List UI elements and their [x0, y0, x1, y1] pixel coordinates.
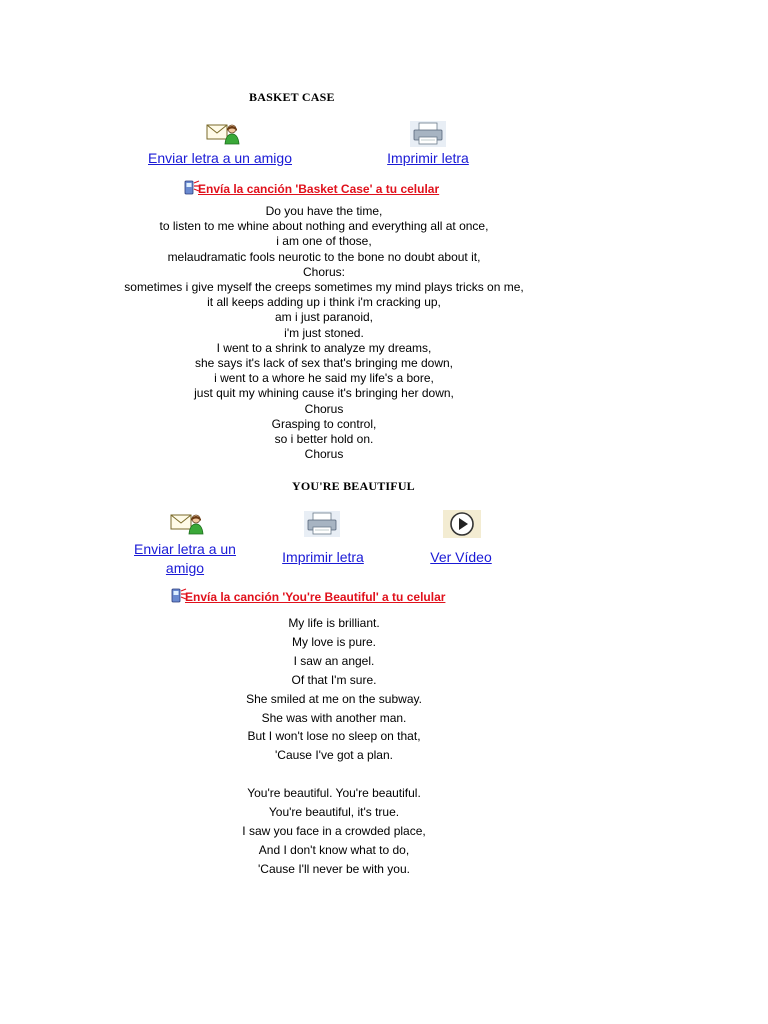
send-to-friend-link-1[interactable]: Enviar letra a un amigo [148, 150, 292, 166]
lyric-line: i went to a whore he said my life's a bore, [214, 371, 434, 386]
envelope-person-icon[interactable] [206, 121, 240, 145]
send-to-mobile-link-1[interactable]: Envía la canción 'Basket Case' a tu celular [198, 182, 440, 196]
lyric-line: You're beautiful. You're beautiful. [247, 786, 421, 801]
lyric-line: Chorus: [302, 264, 346, 279]
lyric-line: My life is brilliant. [288, 616, 380, 630]
lyric-line: sometimes i give myself the creeps sometimes my mind plays tricks on me, [124, 280, 524, 295]
lyric-line: Of that I'm sure. [291, 672, 377, 687]
lyric-line: I saw you face in a crowded place, [242, 823, 426, 838]
lyric-line: to listen to me whine about nothing and everything all at once, [159, 219, 489, 234]
lyric-line: Chorus [304, 401, 344, 416]
song-title-youre-beautiful: YOU'RE BEAUTIFUL [292, 479, 415, 493]
lyric-line: just quit my whining cause it's bringing her down, [194, 386, 454, 401]
print-lyrics-link-2[interactable]: Imprimir letra [282, 549, 364, 565]
lyric-line [174, 765, 494, 784]
song-title-basket-case: BASKET CASE [249, 90, 335, 104]
lyric-line: 'Cause I'll never be with you. [258, 861, 410, 876]
print-lyrics-link-1[interactable]: Imprimir letra [387, 150, 469, 166]
lyric-line: Do you have the time, [265, 204, 383, 218]
lyric-line: melaudramatic fools neurotic to the bone no doubt about it, [167, 249, 481, 264]
lyric-line: she says it's lack of sex that's bringing me down, [194, 356, 454, 371]
envelope-person-icon[interactable] [170, 511, 204, 535]
lyric-line: Chorus [304, 447, 344, 462]
lyric-line: I went to a shrink to analyze my dreams, [216, 340, 432, 355]
lyric-line: I saw an angel. [293, 653, 375, 668]
send-to-mobile-link-2[interactable]: Envía la canción 'You're Beautiful' a tu celular [185, 590, 446, 604]
lyric-line: She smiled at me on the subway. [246, 691, 422, 706]
lyrics-basket-case [100, 204, 548, 462]
lyric-line: so i better hold on. [274, 432, 374, 447]
watch-video-link[interactable]: Ver Vídeo [430, 549, 492, 565]
lyric-line: My love is pure. [291, 634, 377, 649]
send-to-friend-link-2[interactable]: Enviar letra a un amigo [134, 541, 236, 576]
lyrics-youre-beautiful [174, 614, 494, 879]
lyric-line: i'm just stoned. [284, 325, 364, 340]
lyric-line: am i just paranoid, [274, 310, 374, 325]
printer-icon[interactable] [410, 121, 446, 147]
lyric-line: i am one of those, [276, 234, 372, 249]
lyric-line: And I don't know what to do, [258, 842, 410, 857]
printer-icon[interactable] [304, 511, 340, 537]
lyric-line: She was with another man. [261, 710, 407, 725]
lyric-line: it all keeps adding up i think i'm cracking up, [207, 295, 441, 310]
lyric-line: Grasping to control, [271, 416, 377, 431]
lyric-line: 'Cause I've got a plan. [275, 748, 393, 763]
play-button-icon[interactable] [443, 510, 481, 538]
lyric-line: You're beautiful, it's true. [268, 805, 400, 820]
lyric-line: But I won't lose no sleep on that, [247, 729, 421, 744]
